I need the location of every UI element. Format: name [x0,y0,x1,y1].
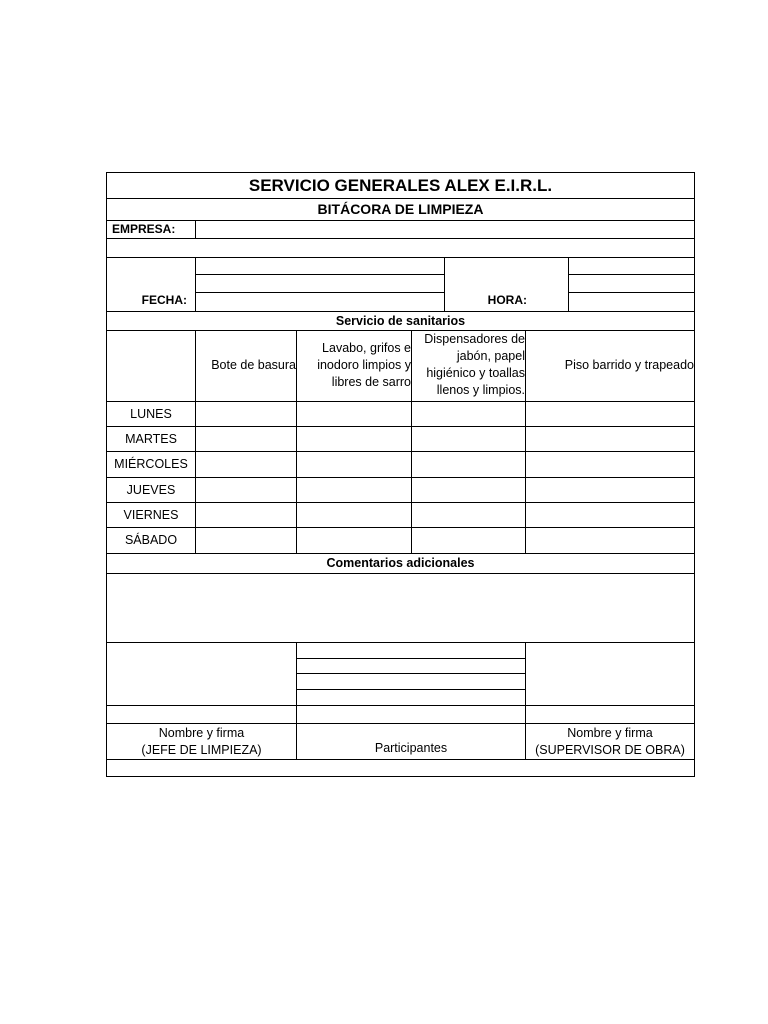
check-cell[interactable] [196,503,296,527]
column-header-line: higiénico y toallas [426,366,525,380]
footer-row [107,760,694,776]
column-header-line: Piso barrido y trapeado [564,357,694,372]
column-header-dispensadores [412,331,525,401]
form-title: SERVICIO GENERALES ALEX E.I.R.L. [248,176,553,195]
check-cell[interactable] [412,478,525,502]
column-header-line: inodoro limpios y [317,357,411,372]
check-cell[interactable] [196,402,296,426]
jefe-signature-box[interactable] [107,643,296,705]
day-label-viernes: VIERNES [123,507,179,522]
fecha-field[interactable] [196,293,444,311]
sanitarios-section-title: Servicio de sanitarios [335,313,466,328]
fecha-label: FECHA: [141,293,187,307]
rule [694,172,695,777]
check-cell[interactable] [297,452,411,477]
hora-field[interactable] [569,258,694,274]
column-header-line: Dispensadores de [424,332,525,346]
participantes-label: Participantes [374,741,448,755]
check-cell[interactable] [526,427,694,451]
column-header-bote [196,331,296,401]
rule [106,238,695,239]
check-cell[interactable] [297,427,411,451]
participant-field[interactable] [297,674,525,689]
participant-field[interactable] [297,659,525,673]
column-header-line: jabón, papel [456,349,525,363]
participant-field[interactable] [297,643,525,658]
check-cell[interactable] [196,528,296,553]
supervisor-label-line: Nombre y firma [567,725,653,740]
check-cell[interactable] [526,478,694,502]
supervisor-label-line: (SUPERVISOR DE OBRA) [535,742,685,757]
participant-field[interactable] [297,690,525,705]
check-cell[interactable] [297,503,411,527]
column-header-line: llenos y limpios. [436,383,525,397]
empresa-label: EMPRESA: [112,222,176,236]
hora-field[interactable] [569,275,694,292]
check-cell[interactable] [526,503,694,527]
day-label-miercoles: MIÉRCOLES [114,457,188,471]
comentarios-section-title: Comentarios adicionales [326,556,475,570]
supervisor-signature-box[interactable] [526,643,694,705]
check-cell[interactable] [297,402,411,426]
jefe-label-line: (JEFE DE LIMPIEZA) [141,742,262,757]
form-subtitle: BITÁCORA DE LIMPIEZA [317,201,484,217]
check-cell[interactable] [412,503,525,527]
check-cell[interactable] [196,452,296,477]
jefe-signature-label [107,724,296,759]
hora-field[interactable] [569,293,694,311]
check-cell[interactable] [196,427,296,451]
column-header-line: libres de sarro [331,374,411,389]
check-cell[interactable] [196,478,296,502]
check-cell[interactable] [412,402,525,426]
check-cell[interactable] [297,528,411,553]
day-label-sabado: SÁBADO [124,533,178,547]
check-cell[interactable] [526,528,694,553]
fecha-field[interactable] [196,275,444,292]
check-cell[interactable] [297,478,411,502]
rule [106,776,695,777]
check-cell[interactable] [412,528,525,553]
participant-field[interactable] [297,706,525,723]
hora-label: HORA: [487,293,527,307]
supervisor-signature-label [526,724,694,759]
check-cell[interactable] [412,452,525,477]
check-cell[interactable] [526,452,694,477]
check-cell[interactable] [412,427,525,451]
column-header-line: Lavabo, grifos e [322,340,411,355]
comentarios-field[interactable] [107,574,694,642]
day-label-martes: MARTES [125,431,177,446]
column-header-piso [526,331,694,401]
day-label-jueves: JUEVES [126,482,176,497]
jefe-label-line: Nombre y firma [158,725,245,740]
fecha-field[interactable] [196,258,444,274]
empresa-field[interactable] [196,221,694,238]
check-cell[interactable] [526,402,694,426]
column-header-lavabo [297,331,411,401]
day-label-lunes: LUNES [130,406,172,421]
column-header-line: Bote de basura [211,357,296,372]
